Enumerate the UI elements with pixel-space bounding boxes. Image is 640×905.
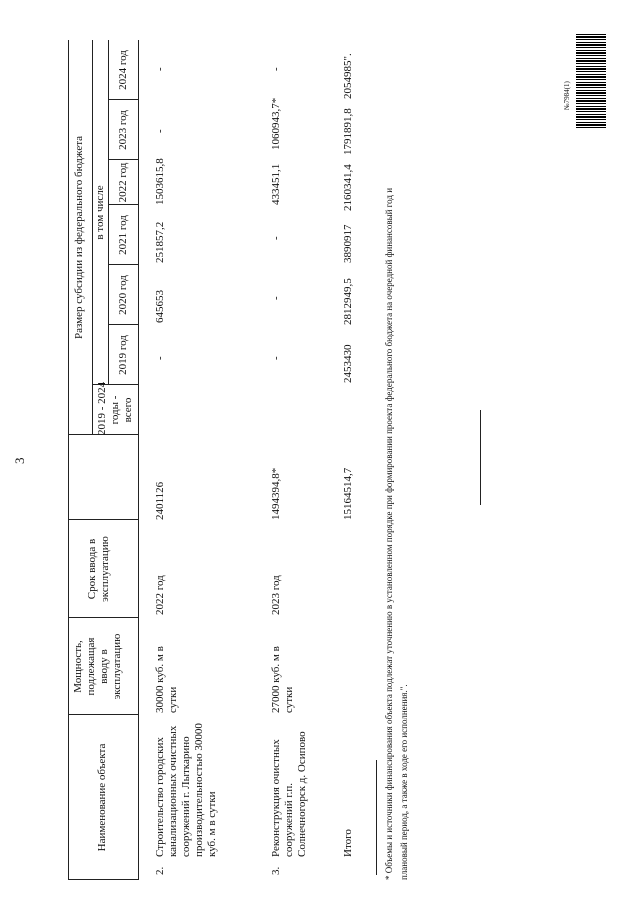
row-2020: - xyxy=(270,296,282,300)
footnote-separator xyxy=(376,760,377,875)
table-top-border xyxy=(68,40,69,880)
header-deadline: Срок ввода в эксплуатацию xyxy=(86,536,111,602)
row-2024: - xyxy=(270,67,282,71)
header-year-2024: 2024 год xyxy=(117,50,129,90)
row-2021: 251857,2 xyxy=(154,221,166,263)
footnote-line-2: плановый период, а также в ходе его исполнения.". xyxy=(399,684,409,880)
header-including: в том числе xyxy=(94,185,106,240)
row-capacity: 27000 куб. м в сутки xyxy=(270,646,295,713)
totals-total: 15164514,7 xyxy=(342,467,354,520)
header-year-2020: 2020 год xyxy=(117,275,129,315)
header-year-2023: 2023 год xyxy=(117,110,129,150)
barcode-image xyxy=(576,33,606,128)
header-year-2022: 2022 год xyxy=(117,162,129,203)
header-subsidy: Размер субсидии из федерального бюджета xyxy=(73,135,85,340)
footnote-line-1: * Объемы и источники финансирования объекта подлежат уточнению в установленном порядке при формировании проекта федерального бюджета на очередной финансовый год и xyxy=(384,187,394,880)
row-2024: - xyxy=(154,67,166,71)
row-object-name: Строительство городских канализационных очистных сооружений г. Лыткарино производительностью 30000 куб. м в сутки xyxy=(154,723,218,857)
row-2023: - xyxy=(154,129,166,133)
separator-line xyxy=(480,410,481,505)
page-number: 3 xyxy=(12,457,27,464)
totals-2023: 1791891,8 xyxy=(342,108,354,155)
barcode-number: №7984(1) xyxy=(563,81,571,110)
row-2020: 645653 xyxy=(154,290,166,323)
row-capacity: 30000 куб. м в сутки xyxy=(154,646,179,713)
row-2022: 1503615,8 xyxy=(154,158,166,205)
row-object-name: Реконструкция очистных сооружений г.п. Солнечногорск д. Осипово xyxy=(270,731,308,857)
row-total: 2401126 xyxy=(154,481,166,520)
header-total-period: 2019 - 2024 годы - всего xyxy=(96,381,134,435)
header-year-2021: 2021 год xyxy=(117,215,129,255)
totals-2024: 2054985". xyxy=(342,53,354,99)
totals-2022: 2160341,4 xyxy=(342,164,354,211)
header-name: Наименование объекта xyxy=(96,743,108,852)
row-2022: 433451,1 xyxy=(270,163,282,205)
row-number: 2. xyxy=(154,866,166,875)
totals-2020: 2812949,5 xyxy=(342,278,354,325)
header-capacity: Мощность, подлежащая вводу в эксплуатацию xyxy=(72,633,123,700)
row-number: 3. xyxy=(270,866,282,875)
row-2023: 1060943,7* xyxy=(270,97,282,150)
row-total: 1494394,8* xyxy=(270,467,282,520)
including-header-line xyxy=(108,40,109,385)
totals-2019: 2453430 xyxy=(342,344,354,383)
header-year-2019: 2019 год xyxy=(117,335,129,375)
header-bottom-border xyxy=(138,40,139,880)
totals-2021: 3890917 xyxy=(342,224,354,263)
row-2019: - xyxy=(154,356,166,360)
row-2019: - xyxy=(270,356,282,360)
row-deadline: 2023 год xyxy=(270,575,282,615)
subsidy-header-line xyxy=(92,40,93,435)
row-2021: - xyxy=(270,236,282,240)
totals-label: Итого xyxy=(342,829,354,857)
row-deadline: 2022 год xyxy=(154,575,166,615)
